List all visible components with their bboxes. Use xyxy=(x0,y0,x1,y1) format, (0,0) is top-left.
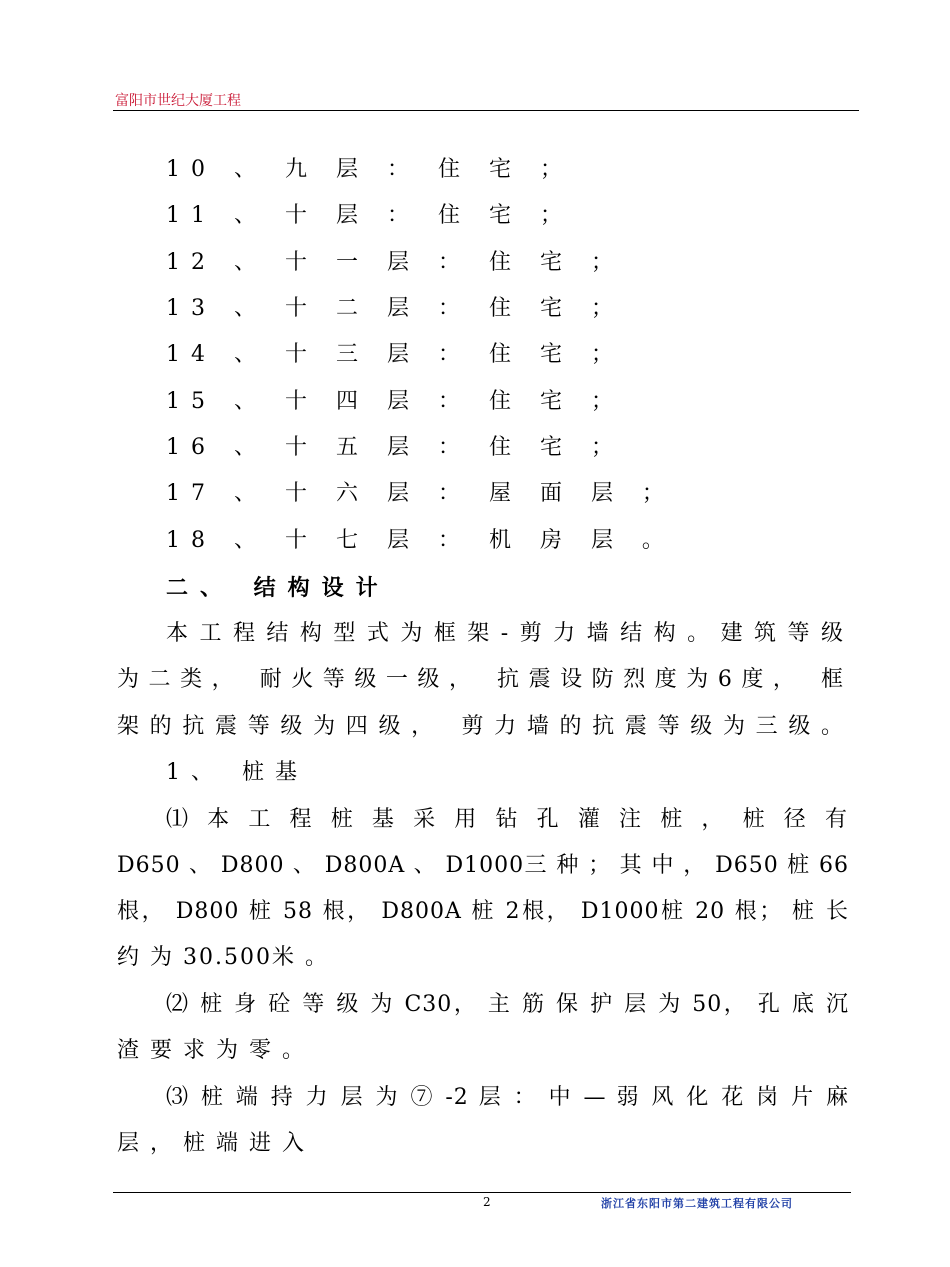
paragraph-line: 架的抗震等级为四级， 剪力墙的抗震等级为三级。 xyxy=(117,714,849,739)
section-heading: 二、 结构设计 xyxy=(166,575,390,601)
paragraph-line: 渣 要 求 为 零 。 xyxy=(117,1038,306,1063)
paragraph-line: 本工程结构型式为框架-剪力墙结构。建筑等级 xyxy=(166,621,849,646)
paragraph-line: ⑴ 本 工 程 桩 基 采 用 钻 孔 灌 注 桩 ， 桩 径 有 xyxy=(166,807,849,832)
floor-line: 10 、 九 层 ： 住 宅 ； xyxy=(166,157,573,182)
paragraph-line: 根， D800 桩 58 根， D800A 桩 2根， D1000桩 20 根； 桩 长 xyxy=(117,899,849,924)
floor-line: 11 、 十 层 ： 住 宅 ； xyxy=(166,203,573,228)
paragraph-line: 约 为 30.500米 。 xyxy=(117,945,329,970)
paragraph-line: ⑵ 桩 身 砼 等 级 为 C30， 主 筋 保 护 层 为 50， 孔 底 沉 xyxy=(166,992,849,1017)
floor-line: 18 、 十 七 层 ： 机 房 层 。 xyxy=(166,528,675,553)
footer-divider xyxy=(113,1192,851,1193)
floor-line: 14 、 十 三 层 ： 住 宅 ； xyxy=(166,342,624,367)
header-title: 富阳市世纪大厦工程 xyxy=(115,93,241,109)
floor-line: 15 、 十 四 层 ： 住 宅 ； xyxy=(166,389,624,414)
floor-line: 12 、 十 一 层 ： 住 宅 ； xyxy=(166,250,624,275)
footer-company: 浙江省东阳市第二建筑工程有限公司 xyxy=(601,1197,793,1210)
paragraph-line: D650 、 D800 、 D800A 、 D1000三 种 ； 其 中 ， D650 桩 66 xyxy=(117,853,849,878)
floor-line: 17 、 十 六 层 ： 屋 面 层 ； xyxy=(166,481,675,506)
subheading: 1、 桩基 xyxy=(166,760,308,785)
floor-line: 16 、 十 五 层 ： 住 宅 ； xyxy=(166,435,624,460)
page-number: 2 xyxy=(483,1195,491,1209)
header-divider xyxy=(113,110,859,111)
paragraph-line: 层 ， 桩 端 进 入 xyxy=(117,1131,306,1156)
paragraph-line: 为二类， 耐火等级一级， 抗震设防烈度为6度， 框 xyxy=(117,667,849,692)
floor-line: 13 、 十 二 层 ： 住 宅 ； xyxy=(166,296,624,321)
paragraph-line: ⑶ 桩 端 持 力 层 为 ⑦ -2 层 ： 中 — 弱 风 化 花 岗 片 麻 xyxy=(166,1085,849,1110)
